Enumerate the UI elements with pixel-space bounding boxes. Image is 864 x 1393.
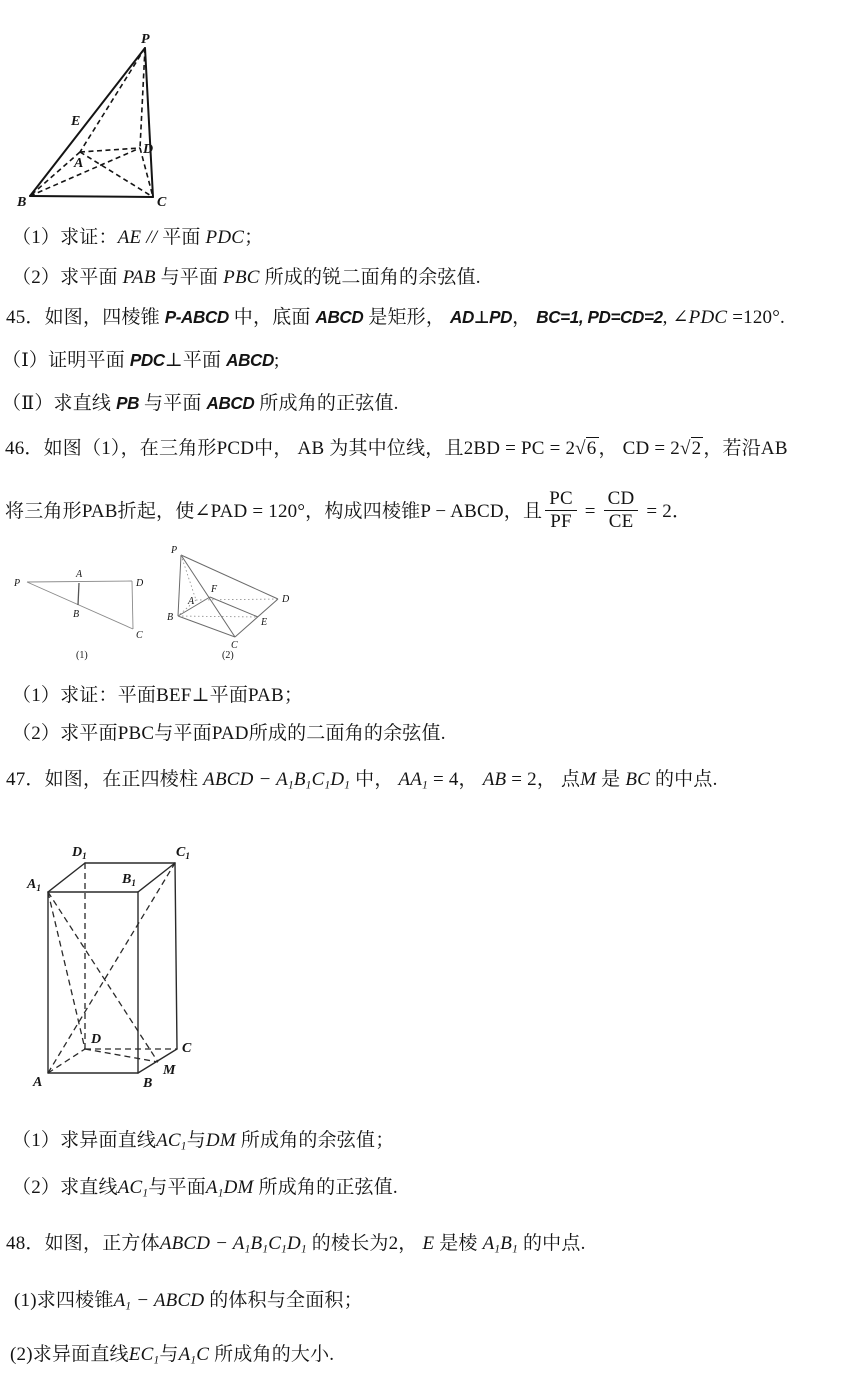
- vertex-label-P: P: [141, 32, 150, 47]
- vertex-label-B: B: [17, 195, 27, 210]
- q44-item-2: （2）求平面 PAB 与平面 PBC 所成的锐二面角的余弦值.: [12, 267, 481, 288]
- fig2-label-D: D: [282, 594, 290, 605]
- q45-stem: 45．如图，四棱锥 P-ABCD 中，底面 ABCD 是矩形， AD⊥PD， BC=1, PD=CD=2, ∠PDC =120°.: [6, 307, 785, 328]
- q47-item-1: （1）求异面直线$AC_1$与DM 所成角的余弦值；: [12, 1130, 395, 1153]
- vertex-label-M: M: [163, 1063, 176, 1078]
- fig2-label-E: E: [261, 617, 268, 628]
- fig46-caption-2: (2): [222, 650, 234, 661]
- q48-item-1: (1)求四棱锥$A_1$ − ABCD 的体积与全面积；: [14, 1290, 363, 1313]
- fig47-dashed-edges: [48, 863, 177, 1073]
- q47-item-2: （2）求直线$AC_1$与平面$A_1DM$ 所成角的正弦值.: [12, 1177, 398, 1200]
- fig46-1-edges: [27, 581, 133, 629]
- fig46-1-segment-AB: [78, 583, 79, 605]
- fig1-label-A: A: [76, 569, 83, 580]
- q45-item-II: （Ⅱ）求直线 PB 与平面 ABCD 所成角的正弦值.: [2, 393, 399, 414]
- fig46-2-dotted-edges: [178, 555, 278, 617]
- vertex-label-C: C: [182, 1041, 192, 1056]
- vertex-label-B1: $B_1$: [122, 872, 136, 888]
- fig1-label-C: C: [136, 630, 143, 641]
- fig44-dashed-edges: [30, 48, 153, 197]
- vertex-label-D: D: [91, 1032, 102, 1047]
- q48-item-2: (2)求异面直线$EC_1$与$A_1C$ 所成角的大小.: [10, 1344, 335, 1367]
- vertex-label-A: A: [74, 156, 84, 171]
- q44-item-1: （1）求证：AE // 平面 PDC；: [12, 227, 264, 248]
- vertex-label-B: B: [143, 1076, 153, 1091]
- vertex-label-D1: $D_1$: [72, 845, 87, 861]
- figure-pyramid-PABCD-44: [8, 12, 188, 214]
- fig1-label-P: P: [14, 578, 21, 589]
- fig2-label-C: C: [231, 640, 238, 651]
- vertex-label-C1: $C_1$: [176, 845, 190, 861]
- vertex-label-D: D: [143, 142, 154, 157]
- q46-stem-line-1: 46．如图（1），在三角形PCD中， AB 为其中位线，且2BD = PC = 2√6 ， CD = 2√2 ，若沿AB: [5, 438, 788, 459]
- figure-46-unfolded-and-folded: [8, 540, 308, 668]
- q47-stem: 47．如图，在正四棱柱 ABCD − $A_1B_1C_1D_1$ 中， $AA_1 = 4$， AB = 2， 点M 是 BC 的中点.: [6, 769, 718, 792]
- vertex-label-C: C: [157, 195, 167, 210]
- q48-stem: 48．如图，正方体ABCD − $A_1B_1C_1D_1$ 的棱长为2， E 是棱 $A_1B_1$ 的中点.: [6, 1233, 586, 1256]
- vertex-label-A: A: [33, 1075, 43, 1090]
- q46-item-1: （1）求证：平面BEF⊥平面PAB；: [12, 685, 304, 706]
- fig46-caption-1: (1): [76, 650, 88, 661]
- fig2-label-F: F: [211, 584, 218, 595]
- q46-item-2: （2）求平面PBC与平面PAD所成的二面角的余弦值.: [12, 723, 446, 744]
- fig1-label-B: B: [73, 609, 80, 620]
- fig44-solid-edges: [30, 48, 153, 197]
- fig2-label-A: A: [188, 596, 195, 607]
- q45-item-I: （Ⅰ）证明平面 PDC⊥平面 ABCD;: [2, 350, 280, 371]
- q46-stem-line-2: 将三角形PAB折起，使∠PAD = 120°，构成四棱锥P − ABCD，且 $\frac{PC}{PF}$ = $\frac{CD}{CE}$ = 2．: [5, 488, 692, 532]
- vertex-label-A1: $A_1$: [27, 877, 41, 893]
- fig2-label-P: P: [171, 545, 178, 556]
- vertex-label-E: E: [71, 114, 81, 129]
- fig2-label-B: B: [167, 612, 174, 623]
- figure-prism-47: [25, 836, 230, 1091]
- fig1-label-D: D: [136, 578, 144, 589]
- fig47-solid-edges: [48, 863, 177, 1073]
